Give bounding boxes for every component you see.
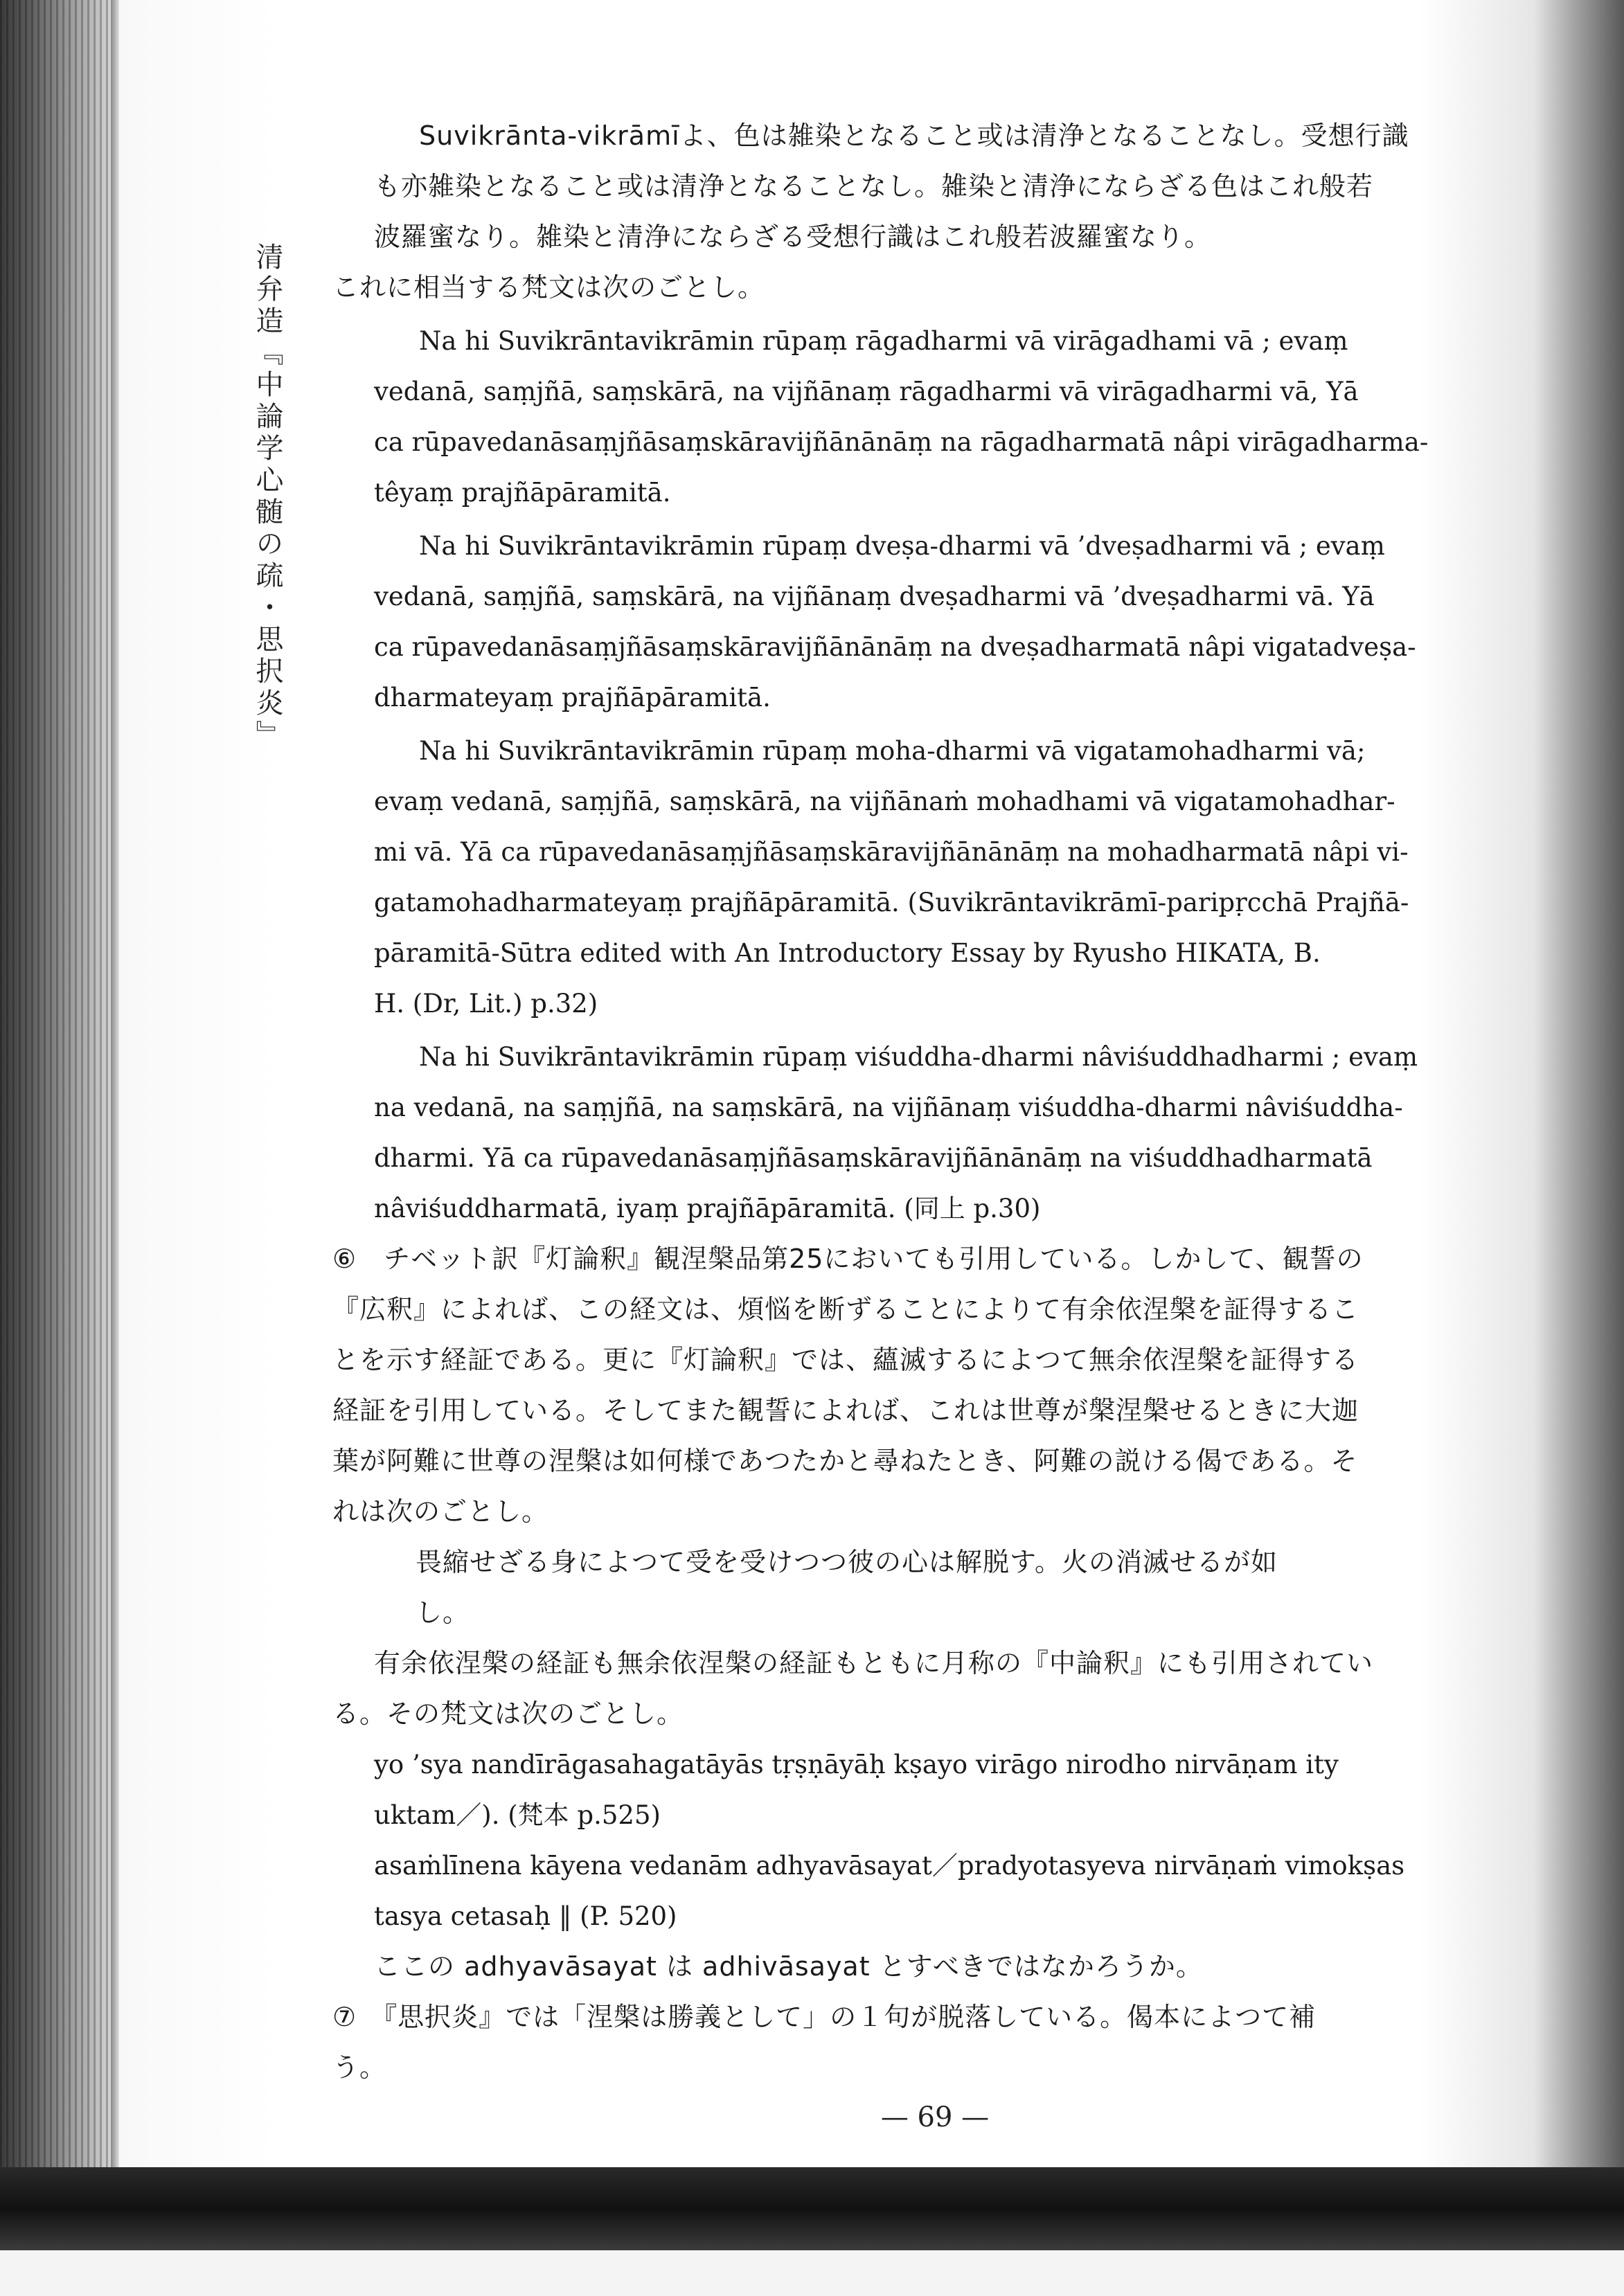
text-line: Na hi Suvikrāntavikrāmin rūpaṃ rāgadharmi vā virāgadhami vā ; evaṃ — [419, 326, 1348, 356]
text-line: tasya cetasaḥ ‖ (P. 520) — [374, 1901, 677, 1931]
text-line: 『広釈』によれば、この経文は、煩悩を断ずることによりて有余依涅槃を証得するこ — [332, 1294, 1359, 1325]
text-line: vedanā, saṃjñā, saṃskārā, na vijñānaṃ dveṣadharmi vā ’dveṣadharmi vā. Yā — [374, 582, 1375, 611]
text-line: H. (Dr, Lit.) p.32) — [374, 989, 598, 1019]
paragraph-raga — [374, 313, 1544, 518]
text-line: dharmateyaṃ prajñāpāramitā. — [374, 683, 771, 712]
note-7 — [332, 1992, 1544, 2093]
text-line: とを示す経証である。更に『灯論釈』では、蘊滅するによつて無余依涅槃を証得する — [332, 1345, 1359, 1375]
text-line: ⑦ 『思択炎』では「涅槃は勝義として」の１句が脱落している。偈本によつて補 — [332, 2002, 1317, 2032]
text-line: ここの adhyavāsayat は adhivāsayat とすべきではなかろうか。 — [374, 1951, 1203, 1982]
text-line: 経証を引用している。そしてまた観誓によれば、これは世尊が槃涅槃せるときに大迦 — [332, 1395, 1359, 1426]
text-line: 畏縮せざる身によつて受を受けつつ彼の心は解脱す。火の消滅せるが如 — [416, 1547, 1278, 1577]
text-line: nâviśuddharmatā, iyaṃ prajñāpāramitā. (同上 p.30) — [374, 1194, 1041, 1223]
text-line: uktam／). (梵本 p.525) — [374, 1800, 661, 1830]
paragraph-dvesa — [374, 518, 1544, 723]
text-line: 波羅蜜なり。雑染と清浄にならざる受想行識はこれ般若波羅蜜なり。 — [374, 222, 1212, 252]
text-line: gatamohadharmateyaṃ prajñāpāramitā. (Suvikrāntavikrāmī-paripṛcchā Prajñā- — [374, 888, 1409, 917]
paragraph-suvikranta-jp — [374, 111, 1544, 262]
text-line: têyaṃ prajñāpāramitā. — [374, 478, 671, 508]
scan-bottom-band — [0, 2167, 1624, 2250]
text-line: れは次のごとし。 — [332, 1496, 549, 1527]
scan-bottom-margin — [0, 2250, 1624, 2296]
paragraph-sanskrit-intro — [332, 262, 1544, 313]
paragraph-visuddha — [374, 1029, 1544, 1234]
text-line: 葉が阿難に世尊の涅槃は如何様であつたかと尋ねたとき、阿難の説ける偈である。そ — [332, 1446, 1358, 1476]
binding-edge — [111, 0, 119, 2167]
text-line: ca rūpavedanāsaṃjñāsaṃskāravijñānānāṃ na rāgadharmatā nâpi virāgadharma- — [374, 427, 1429, 457]
page-number: — 69 — — [880, 2101, 990, 2133]
text-line: 有余依涅槃の経証も無余依涅槃の経証もともに月称の『中論釈』にも引用されてい — [374, 1648, 1374, 1678]
text-line: Suvikrānta-vikrāmīよ、色は雑染となること或は清浄となることなし。受想行識 — [419, 120, 1409, 151]
text-line: dharmi. Yā ca rūpavedanāsaṃjñāsaṃskāravijñānānāṃ na viśuddhadharmatā — [374, 1143, 1373, 1173]
text-line: evaṃ vedanā, saṃjñā, saṃskārā, na vijñānaṁ mohadhami vā vigatamohadhar- — [374, 787, 1395, 816]
sanskrit-citation-2 — [374, 1840, 1544, 1941]
text-line: yo ’sya nandīrāgasahagatāyās tṛṣṇāyāḥ kṣayo virāgo nirodho nirvāṇam ity — [374, 1750, 1339, 1779]
emendation-remark — [374, 1941, 1544, 1992]
text-line: asaṁlīnena kāyena vedanām adhyavāsayat／pradyotasyeva nirvāṇaṁ vimokṣas — [374, 1851, 1405, 1881]
book-binding — [0, 0, 114, 2167]
text-line: na vedanā, na saṃjñā, na saṃskārā, na vijñānaṃ viśuddha-dharmi nâviśuddha- — [374, 1093, 1403, 1122]
paragraph-moha — [374, 723, 1544, 1029]
sanskrit-citation-1 — [374, 1739, 1544, 1840]
body-text — [332, 111, 1544, 2093]
text-line: る。その梵文は次のごとし。 — [332, 1698, 684, 1729]
paragraph-candrakirti — [332, 1638, 1544, 1739]
verse-quote — [416, 1537, 1544, 1638]
text-line: も亦雑染となること或は清浄となることなし。雑染と清浄にならざる色はこれ般若 — [374, 171, 1374, 201]
text-line: し。 — [416, 1597, 470, 1628]
running-head: 清弁造『中論学心髄の疏・思択炎』 — [251, 242, 283, 752]
text-line: う。 — [332, 2052, 387, 2083]
text-line: ca rūpavedanāsaṃjñāsaṃskāravijñānānāṃ na dveṣadharmatā nâpi vigatadveṣa- — [374, 632, 1416, 662]
note-6 — [332, 1234, 1544, 1537]
text-line: vedanā, saṃjñā, saṃskārā, na vijñānaṃ rāgadharmi vā virāgadharmi vā, Yā — [374, 377, 1359, 406]
text-line: ⑥ チベット訳『灯論釈』観涅槃品第25においても引用している。しかして、観誓の — [332, 1244, 1364, 1274]
text-line: これに相当する梵文は次のごとし。 — [332, 272, 765, 303]
text-line: Na hi Suvikrāntavikrāmin rūpaṃ dveṣa-dharmi vā ’dveṣadharmi vā ; evaṃ — [419, 531, 1385, 561]
text-line: Na hi Suvikrāntavikrāmin rūpaṃ moha-dharmi vā vigatamohadharmi vā; — [419, 736, 1366, 766]
text-line: mi vā. Yā ca rūpavedanāsaṃjñāsaṃskāravijñānānāṃ na mohadharmatā nâpi vi- — [374, 837, 1409, 867]
text-line: Na hi Suvikrāntavikrāmin rūpaṃ viśuddha-dharmi nâviśuddhadharmi ; evaṃ — [419, 1042, 1418, 1072]
page-edge-shadow — [1534, 0, 1624, 2167]
text-line: pāramitā-Sūtra edited with An Introductory Essay by Ryusho HIKATA, B. — [374, 938, 1321, 968]
